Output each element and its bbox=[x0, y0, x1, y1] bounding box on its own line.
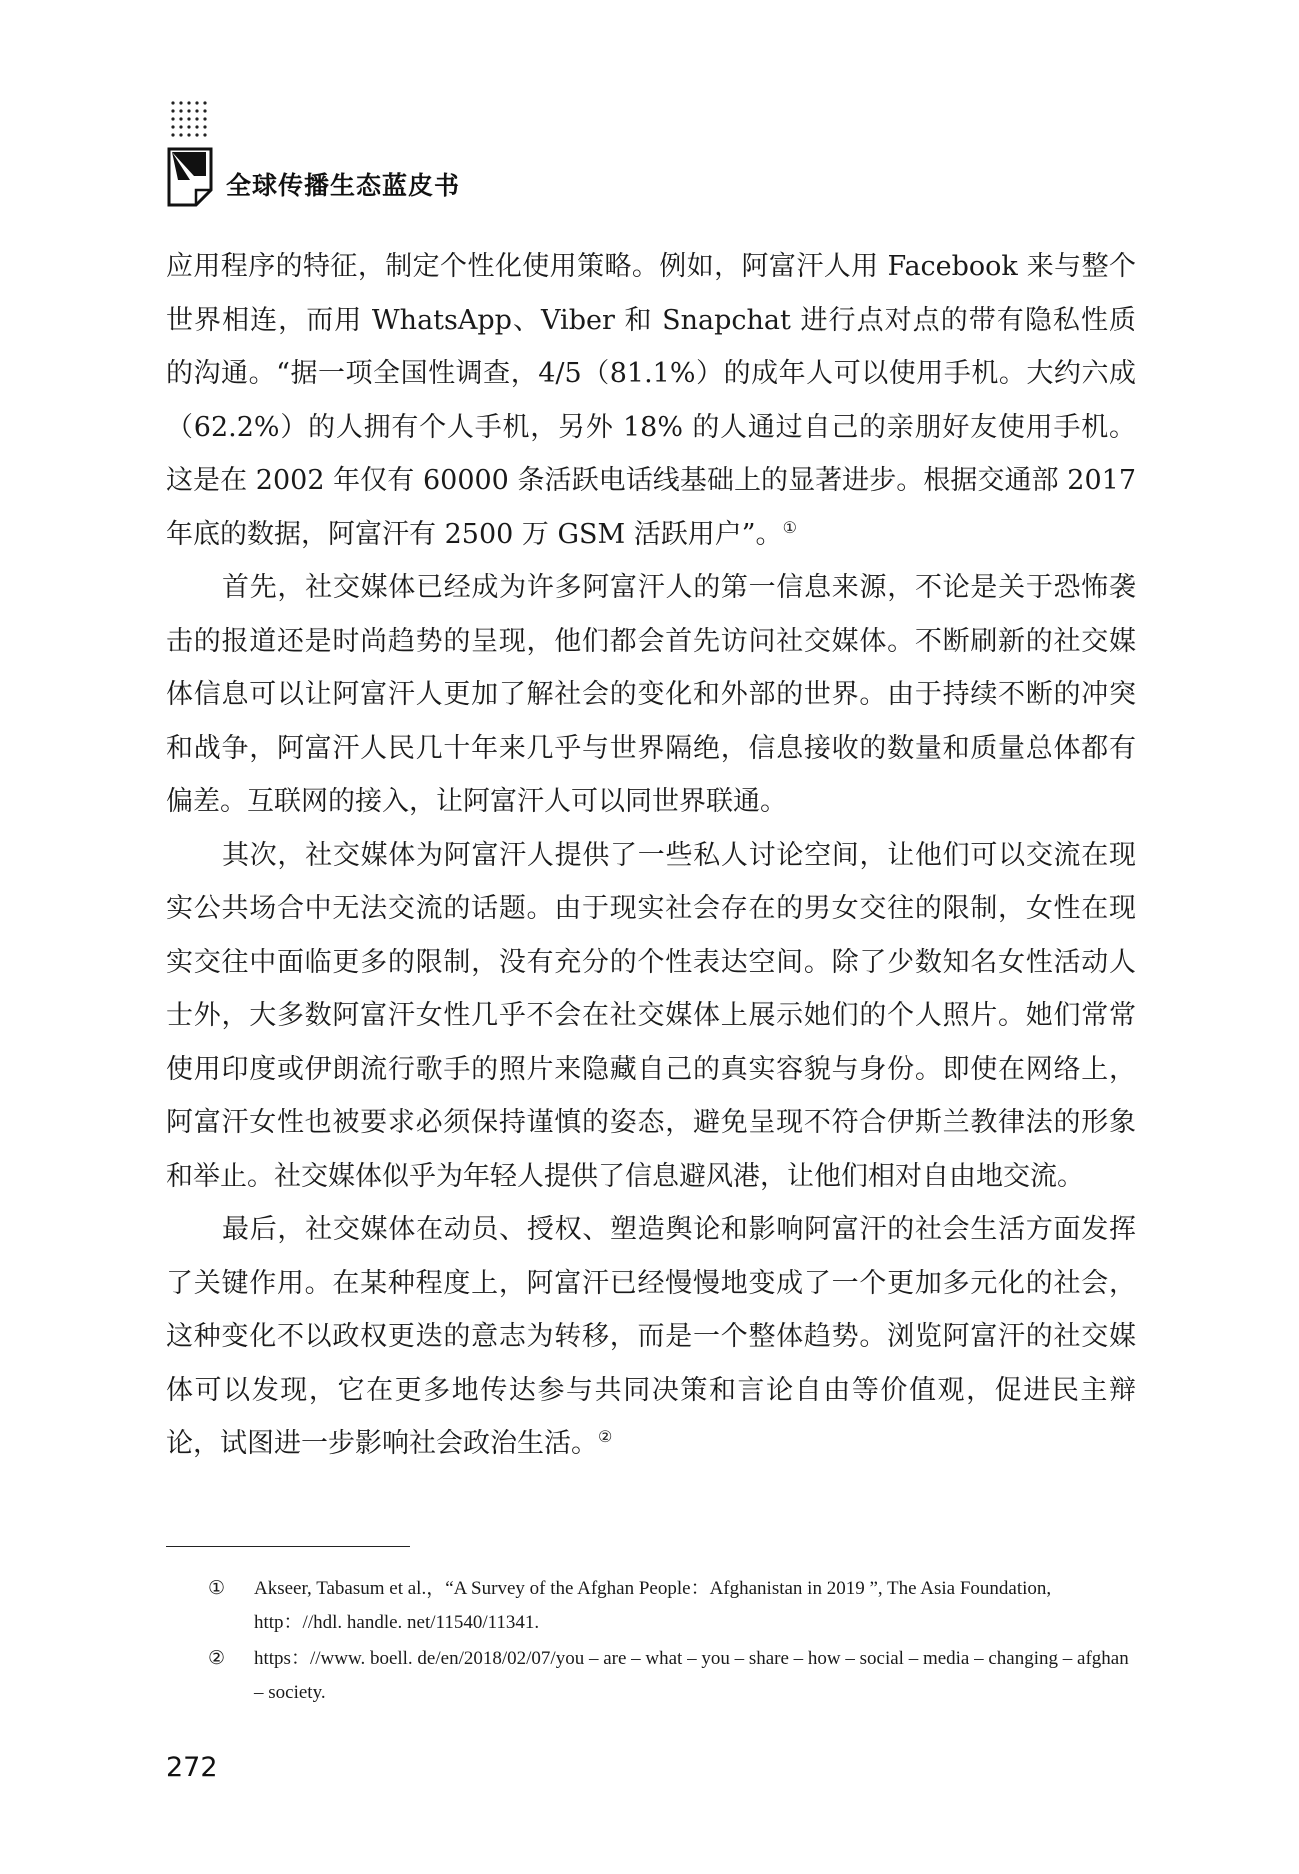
footnote bbox=[166, 1642, 1136, 1710]
dot-grid-icon bbox=[170, 100, 212, 142]
paragraph: 其次，社交媒体为阿富汗人提供了一些私人讨论空间，让他们可以交流在现实公共场合中无法交流的话题。由于现实社会存在的男女交往的限制，女性在现实交往中面临更多的限制，没有充分的个性表达空间。除了少数知名女性活动人士外，大多数阿富汗女性几乎不会在社交媒体上展示她们的个人照片。她们常常使用印度或伊朗流行歌手的照片来隐藏自己的真实容貌与身份。即使在网络上，阿富汗女性也被要求必须保持谨慎的姿态，避免呈现不符合伊斯兰教律法的形象和举止。社交媒体似乎为年轻人提供了信息避风港，让他们相对自由地交流。 bbox=[166, 839, 1136, 1192]
book-logo-icon bbox=[166, 146, 214, 208]
footnote-ref[interactable]: ① bbox=[782, 517, 797, 537]
paragraph: 应用程序的特征，制定个性化使用策略。例如，阿富汗人用 Facebook 来与整个世界相连，而用 WhatsApp、Viber 和 Snapchat 进行点对点的带有隐私性质的沟通。“据一项全国性调查，4/5（81.1%）的成年人可以使用手机。大约六成（62.2%）的人拥有个人手机，另外 18% 的人通过自己的亲朋好友使用手机。这是在 2002 年仅有 60000 条活跃电话线基础上的显著进步。根据交通部 2017 年底的数据，阿富汗有 2500 万 GSM 活跃用户”。① bbox=[166, 251, 1136, 550]
series-title: 全球传播生态蓝皮书 bbox=[226, 171, 461, 200]
footnote bbox=[166, 1572, 1136, 1640]
page-number: 272 bbox=[166, 1752, 218, 1783]
footnote-mark: ① bbox=[208, 1578, 226, 1599]
footnotes bbox=[166, 1572, 1136, 1712]
main-text bbox=[166, 240, 1136, 1471]
footnote-text: https：//www. boell. de/en/2018/02/07/you – are – what – you – share – how – social – media – changing – afghan – society. bbox=[254, 1648, 1129, 1703]
footnote-divider bbox=[166, 1546, 410, 1547]
footnote-mark: ② bbox=[208, 1648, 226, 1669]
paragraph: 首先，社交媒体已经成为许多阿富汗人的第一信息来源，不论是关于恐怖袭击的报道还是时尚趋势的呈现，他们都会首先访问社交媒体。不断刷新的社交媒体信息可以让阿富汗人更加了解社会的变化和外部的世界。由于持续不断的冲突和战争，阿富汗人民几十年来几乎与世界隔绝，信息接收的数量和质量总体都有偏差。互联网的接入，让阿富汗人可以同世界联通。 bbox=[166, 572, 1136, 817]
footnote-text: Akseer, Tabasum et al.，“A Survey of the Afghan People：Afghanistan in 2019 ”, The Asia Foundation, http：//hdl. handle. net/11540/11341. bbox=[254, 1578, 1052, 1633]
paragraph: 最后，社交媒体在动员、授权、塑造舆论和影响阿富汗的社会生活方面发挥了关键作用。在某种程度上，阿富汗已经慢慢地变成了一个更加多元化的社会，这种变化不以政权更迭的意志为转移，而是一个整体趋势。浏览阿富汗的社交媒体可以发现，它在更多地传达参与共同决策和言论自由等价值观，促进民主辩论，试图进一步影响社会政治生活。② bbox=[166, 1214, 1136, 1459]
running-header bbox=[166, 100, 466, 212]
footnote-ref[interactable]: ② bbox=[598, 1427, 613, 1446]
